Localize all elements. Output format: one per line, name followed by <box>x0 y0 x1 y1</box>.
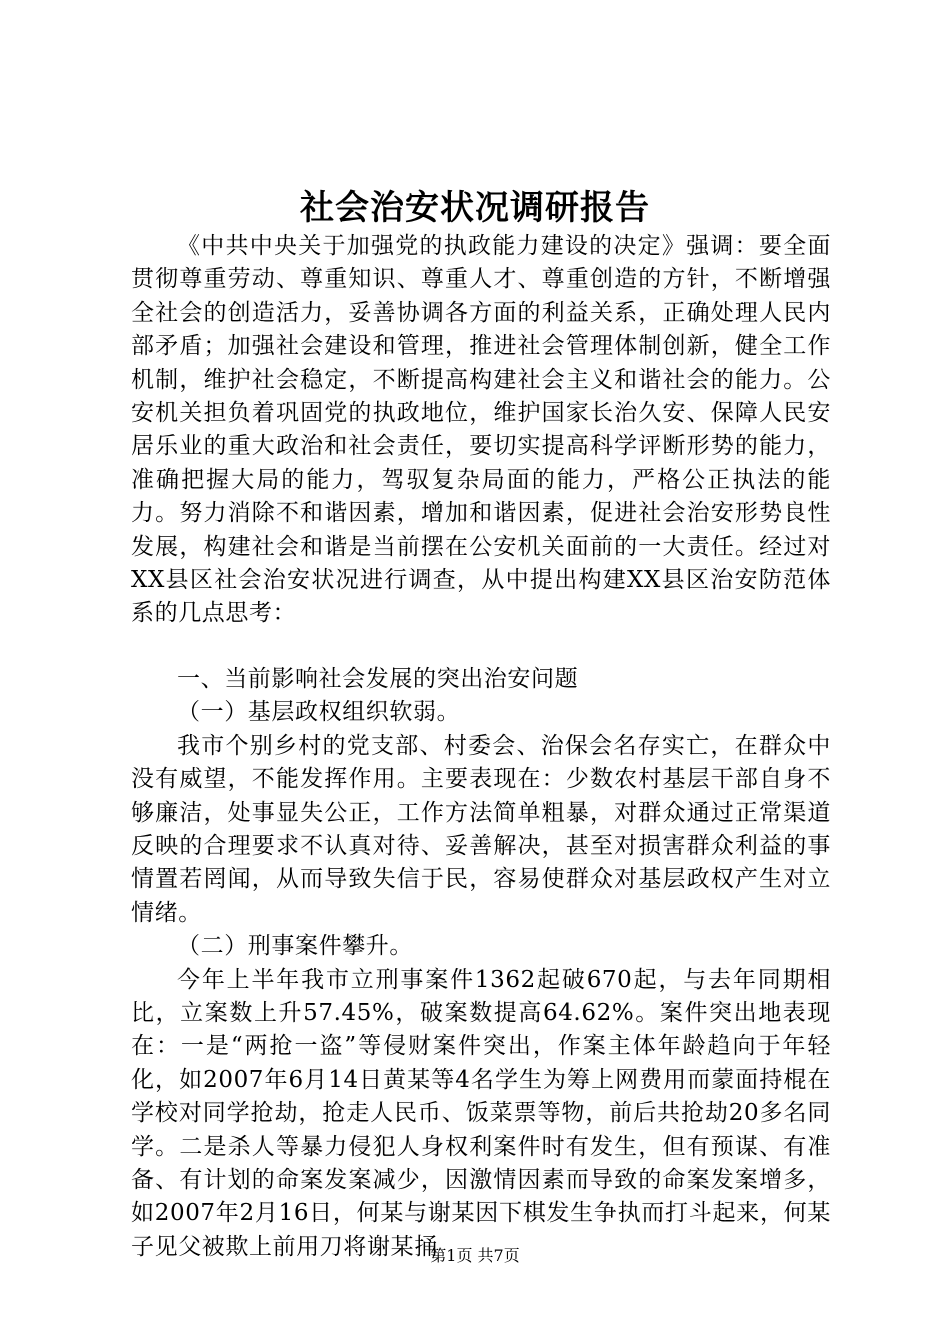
subsection-paragraph-1: 我市个别乡村的党支部、村委会、治保会名存实亡，在群众中没有威望，不能发挥作用。主要表现在：少数农村基层干部自身不够廉洁，处事显失公正，工作方法简单粗暴，对群众通过正常渠道反映的合理要求不认真对待、妥善解决，甚至对损害群众利益的事情置若罔闻，从而导致失信于民，容易使群众对基层政权产生对立情绪。 <box>131 732 831 926</box>
intro-paragraph: 《中共中央关于加强党的执政能力建设的决定》强调：要全面贯彻尊重劳动、尊重知识、尊重人才、尊重创造的方针，不断增强全社会的创造活力，妥善协调各方面的利益关系，正确处理人民内部矛盾；加强社会建设和管理，推进社会管理体制创新，健全工作机制，维护社会稳定，不断提高构建社会主义和谐社会的能力。公安机关担负着巩固党的执政地位，维护国家长治久安、保障人民安居乐业的重大政治和社会责任，要切实提高科学评断形势的能力，准确把握大局的能力，驾驭复杂局面的能力，严格公正执法的能力。努力消除不和谐因素，增加和谐因素，促进社会治安形势良性发展，构建社会和谐是当前摆在公安机关面前的一大责任。经过对XX县区社会治安状况进行调查，从中提出构建XX县区治安防范体系的几点思考： <box>131 233 831 627</box>
document-title: 社会治安状况调研报告 <box>300 188 650 228</box>
page-number-footer: 第1页 共7页 <box>430 1246 520 1265</box>
section-heading-1: 一、当前影响社会发展的突出治安问题 <box>177 665 579 692</box>
subsection-heading-1: （一）基层政权组织软弱。 <box>177 699 461 726</box>
subsection-paragraph-2: 今年上半年我市立刑事案件1362起破670起，与去年同期相比，立案数上升57.45%，破案数提高64.62%。案件突出地表现在：一是“两抢一盗”等侵财案件突出，作案主体年龄趋向于年轻化，如2007年6月14日黄某等4名学生为筹上网费用而蒙面持棍在学校对同学抢劫，抢走人民币、饭菜票等物，前后共抢劫20多名同学。二是杀人等暴力侵犯人身权利案件时有发生，但有预谋、有准备、有计划的命案发案减少，因激情因素而导致的命案发案增多，如2007年2月16日，何某与谢某因下棋发生争执而打斗起来，何某子见父被欺上前用刀将谢某捅 <box>131 966 831 1260</box>
subsection-heading-2: （二）刑事案件攀升。 <box>177 933 413 960</box>
document-body <box>131 230 831 1264</box>
